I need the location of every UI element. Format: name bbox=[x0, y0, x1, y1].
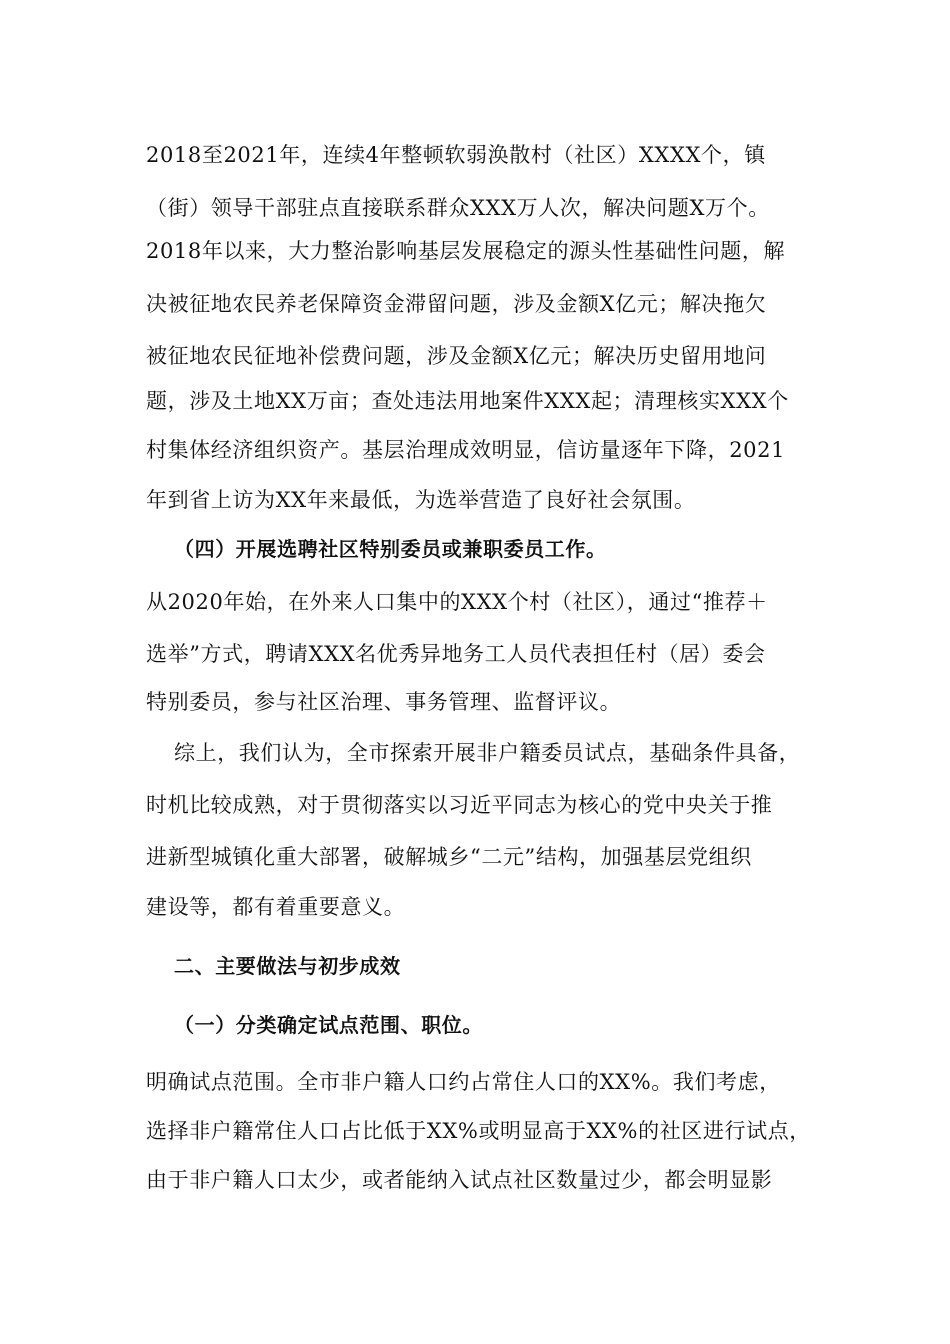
paragraph-line: 2018年以来，大力整治影响基层发展稳定的源头性基础性问题，解 bbox=[146, 239, 786, 263]
section-heading: （四）开展选聘社区特别委员或兼职委员工作。 bbox=[174, 537, 607, 561]
paragraph-line: 被征地农民征地补偿费问题，涉及金额X亿元；解决历史留用地问 bbox=[146, 344, 767, 368]
paragraph-line: 从2020年始，在外来人口集中的XXX个村（社区），通过“推荐＋ bbox=[146, 590, 768, 614]
paragraph-line: 时机比较成熟，对于贯彻落实以习近平同志为核心的党中央关于推 bbox=[146, 793, 773, 817]
section-heading: 二、主要做法与初步成效 bbox=[174, 954, 401, 978]
paragraph-line: 决被征地农民养老保障资金滞留问题，涉及金额X亿元；解决拖欠 bbox=[146, 292, 767, 316]
paragraph-line: 题，涉及土地XX万亩；查处违法用地案件XXX起；清理核实XXX个 bbox=[146, 389, 789, 413]
paragraph-line: 建设等，都有着重要意义。 bbox=[146, 895, 406, 919]
paragraph-line: 2018至2021年，连续4年整顿软弱涣散村（社区）XXXX个，镇 bbox=[146, 143, 766, 167]
paragraph-line: 特别委员，参与社区治理、事务管理、监督评议。 bbox=[146, 690, 622, 714]
paragraph-line: 村集体经济组织资产。基层治理成效明显，信访量逐年下降，2021 bbox=[146, 438, 786, 462]
paragraph-line: 年到省上访为XX年来最低，为选举营造了良好社会氛围。 bbox=[146, 488, 696, 512]
paragraph-line: 进新型城镇化重大部署，破解城乡“二元”结构，加强基层党组织 bbox=[146, 845, 752, 869]
paragraph-line: 选择非户籍常住人口占比低于XX%或明显高于XX%的社区进行试点， bbox=[146, 1119, 811, 1143]
paragraph-line: 综上，我们认为，全市探索开展非户籍委员试点，基础条件具备， bbox=[174, 741, 801, 765]
paragraph-line: 选举”方式，聘请XXX名优秀异地务工人员代表担任村（居）委会 bbox=[146, 642, 766, 666]
paragraph-line: （街）领导干部驻点直接联系群众XXX万人次，解决问题X万个。 bbox=[146, 196, 770, 220]
section-heading: （一）分类确定试点范围、职位。 bbox=[174, 1013, 483, 1037]
paragraph-line: 明确试点范围。全市非户籍人口约占常住人口的XX%。我们考虑， bbox=[146, 1070, 781, 1094]
paragraph-line: 由于非户籍人口太少，或者能纳入试点社区数量过少，都会明显影 bbox=[146, 1168, 773, 1192]
